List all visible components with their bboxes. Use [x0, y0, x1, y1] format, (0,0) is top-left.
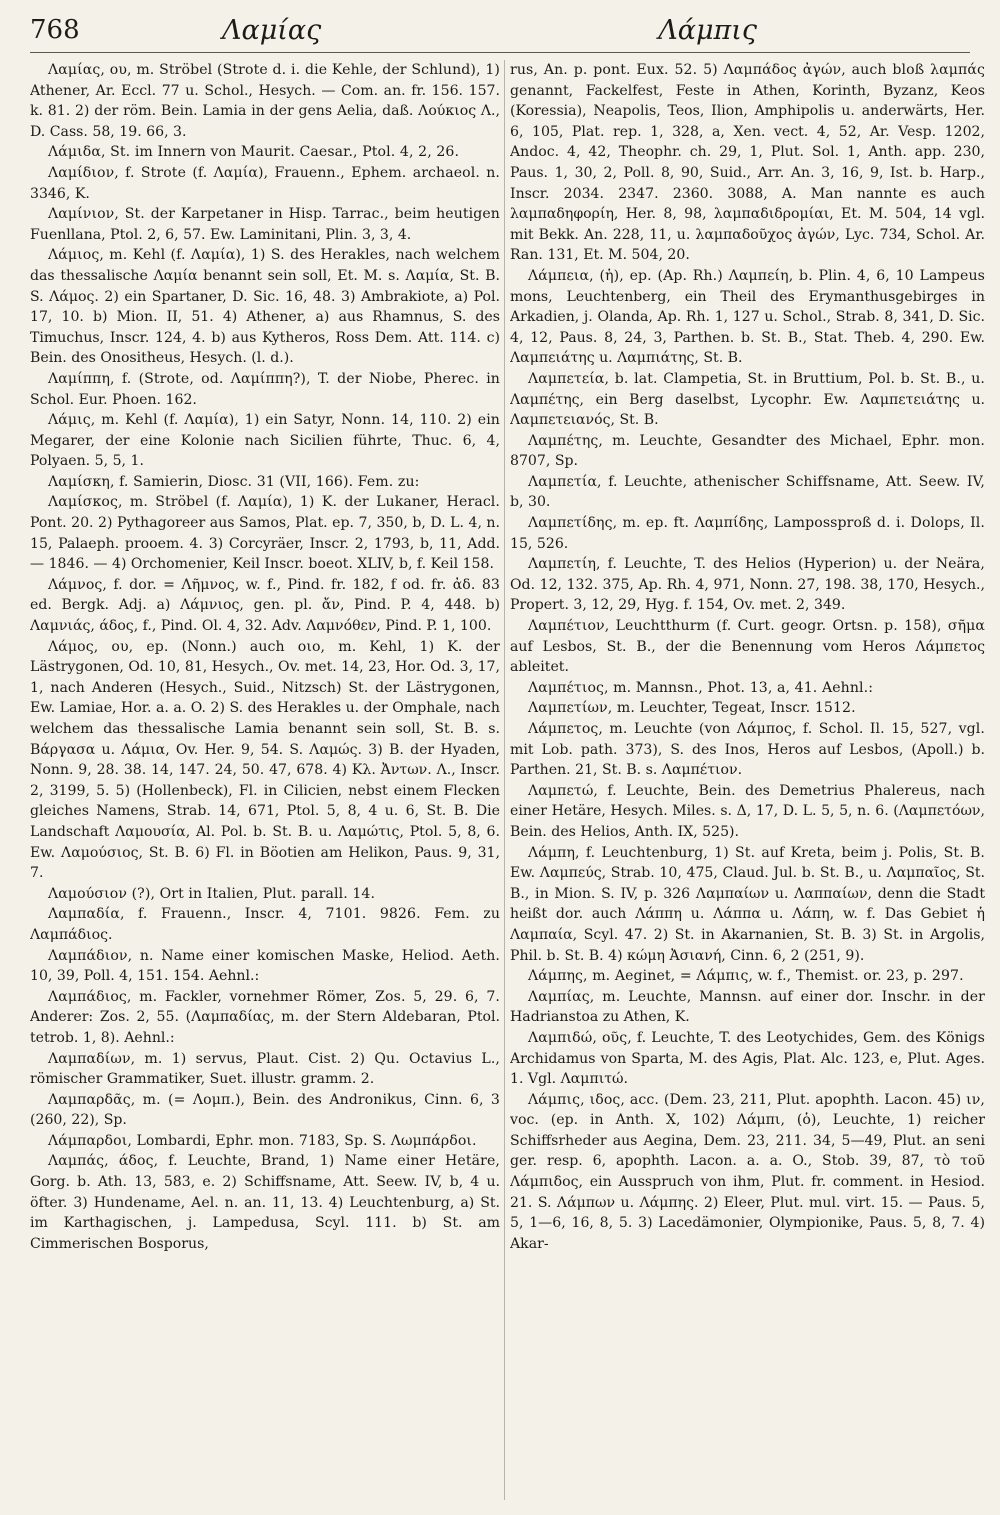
- dictionary-entry: Λάμιος, m. Kehl (f. Λαμία), 1) S. des Herakles, nach welchem das thessalische Λαμία benannt sein soll, Et. M. s. Λαμία, St. B. S. Λάμος. 2) ein Spartaner, D. Sic. 16, 48. 3) Ambrakiote, a) Pol. 17, 10. b) Mion. II, 51. 4) Athener, a) aus Rhamnus, S. des Timuchus, Inscr. 124, 4. b) aus Kytheros, Ross Dem. Att. 114. c) Bein. des Onositheus, Hesych. (l. d.).: [30, 247, 500, 367]
- dictionary-entry: Λαμπετώ, f. Leuchte, Bein. des Demetrius Phalereus, nach einer Hetäre, Hesych. Miles. s. Δ, 17, D. L. 5, 5, n. 6. (Λαμπετόων, Bein. des Helios, Anth. IX, 525).: [510, 782, 985, 840]
- right-column: [510, 60, 985, 1508]
- column-separator: [504, 60, 505, 1500]
- dictionary-entry: Λαμίππη, f. (Strote, od. Λαμίππη?), T. der Niobe, Pherec. in Schol. Eur. Phoen. 162.: [30, 370, 500, 408]
- dictionary-entry: Λάμπαρδοι, Lombardi, Ephr. mon. 7183, Sp. S. Λωμπάρδοι.: [48, 1132, 477, 1149]
- dictionary-entry: Λαμπάς, άδος, f. Leuchte, Brand, 1) Name einer Hetäre, Gorg. b. Ath. 13, 583, e. 2) Schiffsname, Att. Seew. IV, b, 4 u. öfter. 3) Hundename, Ael. n. an. 11, 13. 4) Leuchtenburg, a) St. im Karthagischen, j. Lampedusa, Scyl. 111. b) St. am Cimmerischen Bosporus,: [30, 1153, 500, 1252]
- dictionary-entry: Λαμπαρδᾶς, m. (= Λομπ.), Bein. des Andronikus, Cinn. 6, 3 (260, 22), Sp.: [30, 1091, 500, 1129]
- dictionary-entry: Λάμνος, f. dor. = Λῆμνος, w. f., Pind. fr. 182, f od. fr. ἀδ. 83 ed. Bergk. Adj. a) Λάμνιος, gen. pl. ἄν, Pind. P. 4, 448. b) Λαμνιάς, άδος, f., Pind. Ol. 4, 32. Adv. Λαμνόθεν, Pind. P. 1, 100.: [30, 576, 500, 635]
- left-column: [30, 60, 500, 1508]
- dictionary-entry: Λαμπαδία, f. Frauenn., Inscr. 4, 7101. 9826. Fem. zu Λαμπάδιος.: [30, 906, 500, 943]
- dictionary-entry: Λαμίας, ου, m. Ströbel (Strote d. i. die Kehle, der Schlund), 1) Athener, Ar. Eccl. 77 u. Schol., Hesych. — Com. an. fr. 156. 157. k. 81. 2) der röm. Bein. Lamia in der gens Aelia, daß. Λούκιος Λ., D. Cass. 58, 19. 66, 3.: [30, 62, 500, 140]
- dictionary-entry: Λαμίνιον, St. der Karpetaner in Hisp. Tarrac., beim heutigen Fuenllana, Ptol. 2, 6, 57. Ew. Laminitani, Plin. 3, 3, 4.: [30, 206, 500, 243]
- dictionary-entry: Λάμπις, ιδος, acc. (Dem. 23, 211, Plut. apophth. Lacon. 45) ιν, voc. (ep. in Anth. X, 102) Λάμπι, (ὁ), Leuchte, 1) reicher Schiffsrheder aus Aegina, Dem. 23, 211. 34, 5—49, Plut. an seni ger. resp. 6, apophth. Lacon. a. a. O., Stob. 39, 87, τὸ τοῦ Λάμπιδος, ein Ausspruch von ihm, Plut. fr. comment. in Hesiod. 21. S. Λάμπων u. Λάμπης. 2) Eleer, Plut. mul. virt. 15. — Paus. 5, 5, 1—6, 16, 8, 5. 3) Lacedämonier, Olympionike, Paus. 5, 8, 7. 4) Akar-: [510, 1091, 985, 1252]
- dictionary-entry: Λαμπάδιος, m. Fackler, vornehmer Römer, Zos. 5, 29. 6, 7. Anderer: Zos. 2, 55. (Λαμπαδίας, m. der Stern Aldebaran, Ptol. tetrob. 1, 8). Aehnl.:: [30, 988, 500, 1046]
- dictionary-entry: Λαμούσιον (?), Ort in Italien, Plut. parall. 14.: [48, 885, 376, 902]
- dictionary-entry: Λαμπίας, m. Leuchte, Mannsn. auf einer dor. Inschr. in der Hadrianstoa zu Athen, K.: [510, 988, 985, 1026]
- header-rule: [30, 52, 970, 53]
- dictionary-entry: Λαμίδιον, f. Strote (f. Λαμία), Frauenn., Ephem. archaeol. n. 3346, K.: [30, 164, 500, 202]
- dictionary-entry: Λαμπετία, f. Leuchte, athenischer Schiffsname, Att. Seew. IV, b, 30.: [510, 473, 985, 511]
- dictionary-entry: Λαμπετίδης, m. ep. ft. Λαμπίδης, Lampossproß d. i. Dolops, Il. 15, 526.: [510, 515, 985, 552]
- dictionary-entry: Λάμπετος, m. Leuchte (von Λάμπος, f. Schol. Il. 15, 527, vgl. mit Lob. path. 373), S. des Inos, Heros auf Lesbos, (Apoll.) b. Parthen. 21, St. B. s. Λαμπέτιον.: [510, 721, 985, 779]
- dictionary-entry: Λάμιδα, St. im Innern von Maurit. Caesar., Ptol. 4, 2, 26.: [48, 144, 460, 161]
- dictionary-entry: Λαμπέτιον, Leuchtthurm (f. Curt. geogr. Ortsn. p. 158), σῆμα auf Lesbos, St. B., der die Benennung vom Heros Λάμπετος ableitet.: [510, 618, 985, 676]
- dictionary-entry: Λαμίσκος, m. Ströbel (f. Λαμία), 1) K. der Lukaner, Heracl. Pont. 20. 2) Pythagoreer aus Samos, Plat. ep. 7, 350, b, D. L. 4, n. 15, Palaeph. prooem. 4. 3) Corcyräer, Inscr. 2, 1793, b, 11, Add. — 1846. — 4) Orchomenier, Keil Inscr. boeot. XLIV, b, f. Keil 158.: [30, 494, 500, 573]
- dictionary-entry: Λάμος, ου, ep. (Nonn.) auch οιο, m. Kehl, 1) K. der Lästrygonen, Od. 10, 81, Hesych., Ov. met. 14, 23, Hor. Od. 3, 17, 1, nach Anderen (Hesych., Suid., Nitzsch) St. der Lästrygonen, Ew. Lamiae, Hor. a. a. O. 2) S. des Herakles u. der Omphale, nach welchem das thessalische Lamia benannt sein soll, St. B. s. Βάργασα u. Λάμια, Ov. Her. 9, 54. S. Λαμώς. 3) B. der Hyaden, Nonn. 9, 28. 38. 14, 147. 24, 50. 47, 678. 4) Κλ. Ἀντων. Λ., Inscr. 2, 3199, 5. 5) (Hollenbeck), Fl. in Cilicien, nebst einem Flecken gleiches Namens, Strab. 14, 671, Ptol. 5, 8, 4 u. 6, St. B. Die Landschaft Λαμουσία, Al. Pol. b. St. B. u. Λαμώτις, Ptol. 5, 8, 6. Ew. Λαμούσιος, St. B. 6) Fl. in Böotien am Helikon, Paus. 9, 31, 7.: [30, 638, 500, 882]
- dictionary-entry: Λάμπεια, (ἡ), ep. (Ap. Rh.) Λαμπείη, b. Plin. 4, 6, 10 Lampeus mons, Leuchtenberg, ein Theil des Erymanthusgebirges in Arkadien, j. Olanda, Ap. Rh. 1, 127 u. Schol., Strab. 8, 341, D. Sic. 4, 12, Paus. 8, 24, 3, Parthen. b. St. B., Stat. Theb. 4, 290. Ew. Λαμπειάτης u. Λαμπιάτης, St. B.: [510, 267, 985, 367]
- dictionary-entry: Λαμπάδιον, n. Name einer komischen Maske, Heliod. Aeth. 10, 39, Poll. 4, 151. 154. Aehnl.:: [30, 947, 500, 985]
- dictionary-entry: Λαμπετίων, m. Leuchter, Tegeat, Inscr. 1512.: [528, 700, 856, 717]
- dictionary-entry: Λαμπετεία, b. lat. Clampetia, St. in Bruttium, Pol. b. St. B., u. Λαμπέτης, ein Berg daselbst, Lycophr. Ew. Λαμπετειάτης u. Λαμπετειανός, St. B.: [510, 370, 985, 429]
- running-head-left: Λαμίας: [222, 14, 322, 46]
- page-header: [30, 10, 972, 50]
- page-number: 768: [30, 15, 80, 45]
- dictionary-entry: Λαμπέτιος, m. Mannsn., Phot. 13, a, 41. Aehnl.:: [528, 679, 874, 696]
- dictionary-entry: Λάμπη, f. Leuchtenburg, 1) St. auf Kreta, beim j. Polis, St. B. Ew. Λαμπεύς, Strab. 10, 475, Claud. Jul. b. St. B., u. Λαμπαῖος, St. B., in Mion. S. IV, p. 326 Λαμπαίων u. Λαππαίων, denn die Stadt heißt dor. auch Λάππη u. Λάππα u. Λάπη, w. f. Das Gebiet ἡ Λαμπαία, Scyl. 47. 2) St. in Akarnanien, St. B. 3) St. in Argolis, Phil. b. St. B. 4) κώμη Ἀσιανή, Cinn. 6, 2 (251, 9).: [510, 844, 985, 964]
- dictionary-entry: Λαμπαδίων, m. 1) servus, Plaut. Cist. 2) Qu. Octavius L., römischer Grammatiker, Suet. illustr. gramm. 2.: [30, 1050, 500, 1088]
- running-head-right: Λάμπις: [658, 14, 757, 46]
- dictionary-entry: Λαμίσκη, f. Samierin, Diosc. 31 (VII, 166). Fem. zu:: [48, 473, 420, 490]
- dictionary-entry: Λαμπετίη, f. Leuchte, T. des Helios (Hyperion) u. der Neära, Od. 12, 132. 375, Ap. Rh. 4, 971, Nonn. 27, 198. 38, 170, Hesych., Propert. 3, 12, 29, Hyg. f. 154, Ov. met. 2, 349.: [510, 556, 985, 614]
- dictionary-entry: Λάμις, m. Kehl (f. Λαμία), 1) ein Satyr, Nonn. 14, 110. 2) ein Megarer, der eine Kolonie nach Sicilien führte, Thuc. 6, 4, Polyaen. 5, 5, 1.: [30, 412, 500, 470]
- dictionary-entry: Λάμπης, m. Aeginet, = Λάμπις, w. f., Themist. or. 23, p. 297.: [528, 968, 964, 985]
- dictionary-entry: rus, An. p. pont. Eux. 52. 5) Λαμπάδος ἀγών, auch bloß λαμπάς genannt, Fackelfest, Feste in Athen, Korinth, Byzanz, Keos (Koressia), Neapolis, Teos, Ilion, Amphipolis u. anderwärts, Her. 6, 105, Plat. rep. 1, 328, a, Xen. vect. 4, 52, Ar. Vesp. 1202, Andoc. 4, 42, Theophr. ch. 29, 1, Plut. Sol. 1, Anth. app. 230, Paus. 1, 30, 2, Poll. 8, 90, Suid., Arr. An. 3, 16, 9, Ist. b. Harp., Inscr. 2034. 2347. 2360. 3088, A. Man nannte es auch λαμπαδηφορίη, Her. 8, 98, λαμπαδιδρομίαι, Et. M. 504, 14 vgl. mit Bekk. An. 228, 11, u. λαμπαδοῦχος ἀγών, Lyc. 734, Schol. Ar. Ran. 131, Et. M. 504, 20.: [510, 62, 985, 264]
- dictionary-entry: Λαμπέτης, m. Leuchte, Gesandter des Michael, Ephr. mon. 8707, Sp.: [510, 432, 985, 470]
- dictionary-entry: Λαμπιδώ, οῦς, f. Leuchte, T. des Leotychides, Gem. des Königs Archidamus von Sparta, M. des Agis, Plat. Alc. 123, e, Plut. Ages. 1. Vgl. Λαμπιτώ.: [510, 1029, 985, 1088]
